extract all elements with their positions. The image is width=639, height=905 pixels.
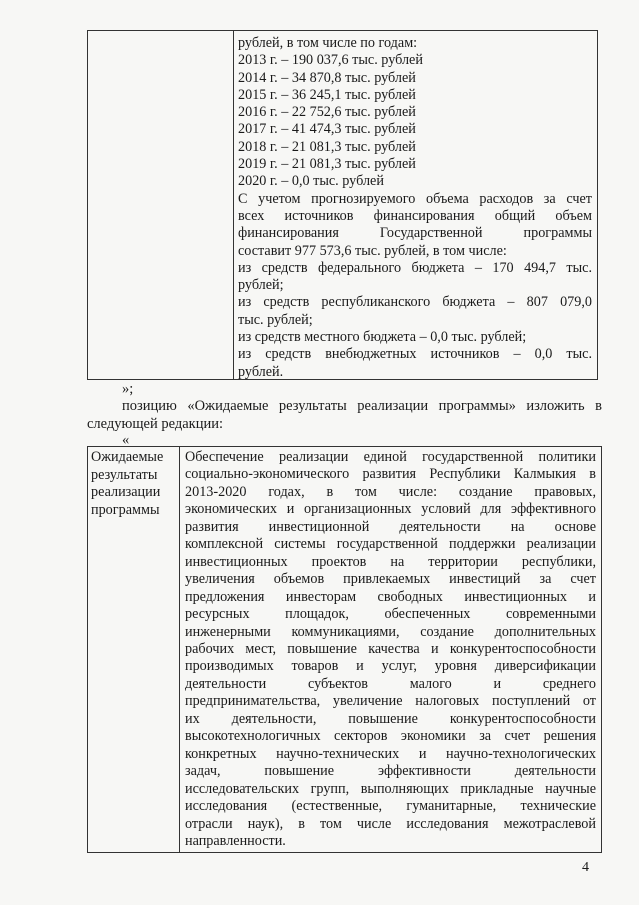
results-text-line: Обеспечение реализации единой государственной политики: [185, 449, 596, 465]
funding-year-2017: 2017 г. – 41 474,3 тыс. рублей: [238, 121, 416, 138]
funding-year-2019: 2019 г. – 21 081,3 тыс. рублей: [238, 156, 416, 173]
results-label-line: результаты: [91, 466, 158, 483]
funding-extra-line: рублей.: [238, 363, 284, 380]
results-text-line: инвестиционных проектов на территории республики,: [185, 553, 596, 570]
funding-republic-line: из средств республиканского бюджета – 807 079,0: [238, 294, 592, 311]
results-text-line: ресурсных площадок, обеспеченных современными: [185, 606, 596, 623]
results-text-line: отрасли наук), в том числе исследования межотраслевой: [185, 815, 596, 832]
funding-local-line: из средств местного бюджета – 0,0 тыс. рублей;: [238, 329, 527, 346]
results-text-line: увеличения объемов привлекаемых инвестиций за счет: [185, 571, 596, 588]
amendment-paragraph-line: позицию «Ожидаемые результаты реализации программы» изложить в: [122, 398, 602, 414]
results-label-line: Ожидаемые: [91, 449, 164, 465]
funding-table: [87, 30, 598, 380]
results-text-line: экономических и организационных условий для эффективного: [185, 501, 596, 518]
funding-table-left-cell: [88, 31, 234, 379]
results-text-line: рабочих мест, повышение качества и конкурентоспособности: [185, 640, 596, 657]
funding-total-line: всех источников финансирования общий объем: [238, 207, 592, 224]
results-text-line: производимых товаров и услуг, уровня диверсификации: [185, 658, 596, 675]
amendment-paragraph-line: следующей редакции:: [87, 416, 224, 432]
funding-intro: рублей, в том числе по годам:: [238, 35, 418, 51]
results-text-line: комплексной системы государственной поддержки реализации: [185, 536, 596, 553]
results-text-line: социально-экономического развития Республики Калмыкия в: [185, 466, 596, 483]
results-text-line: их деятельности, повышение конкурентоспособности: [185, 710, 596, 727]
funding-total-line: С учетом прогнозируемого объема расходов за счет: [238, 190, 592, 207]
funding-year-2014: 2014 г. – 34 870,8 тыс. рублей: [238, 69, 416, 86]
page-number: 4: [582, 860, 589, 875]
funding-federal-line: из средств федерального бюджета – 170 494,7 тыс.: [238, 259, 592, 276]
results-text-line: развития инвестиционной деятельности на основе: [185, 518, 596, 535]
results-label-line: программы: [91, 501, 160, 518]
funding-year-2015: 2015 г. – 36 245,1 тыс. рублей: [238, 86, 416, 103]
funding-year-2020: 2020 г. – 0,0 тыс. рублей: [238, 173, 384, 190]
results-table-label-cell: [88, 447, 180, 852]
funding-federal-line: рублей;: [238, 277, 284, 294]
funding-total-line: финансирования Государственной программы: [238, 225, 592, 242]
results-text-line: исследования (естественные, гуманитарные, технические: [185, 798, 596, 815]
closing-quote: »;: [122, 381, 134, 397]
funding-total-line: составит 977 573,6 тыс. рублей, в том числе:: [238, 242, 507, 259]
results-table-text-cell: [185, 449, 596, 850]
funding-year-2018: 2018 г. – 21 081,3 тыс. рублей: [238, 138, 416, 155]
results-text-line: исследовательских групп, выполняющих прикладные научные: [185, 780, 596, 797]
opening-quote: «: [122, 432, 130, 448]
funding-year-2016: 2016 г. – 22 752,6 тыс. рублей: [238, 104, 416, 121]
funding-republic-line: тыс. рублей;: [238, 311, 313, 328]
results-text-line: высокотехнологичных секторов экономики за счет решения: [185, 728, 596, 745]
results-text-line: предпринимательства, увеличение налоговых поступлений от: [185, 693, 596, 710]
results-text-line: задач, повышение эффективности деятельности: [185, 763, 596, 780]
results-text-line: конкретных научно-технических и научно-технологических: [185, 745, 596, 762]
results-text-line: предложения инвесторам свободных инвестиционных и: [185, 588, 596, 605]
results-text-line: 2013-2020 годах, в том числе: создание правовых,: [185, 483, 596, 500]
results-label-line: реализации: [91, 484, 161, 501]
results-text-line: направленности.: [185, 832, 286, 849]
results-text-line: инженерными коммуникациями, создание дополнительных: [185, 623, 596, 640]
funding-table-right-cell: [238, 35, 592, 381]
results-text-line: деятельности субъектов малого и среднего: [185, 675, 596, 692]
funding-extra-line: из средств внебюджетных источников – 0,0 тыс.: [238, 346, 592, 363]
funding-year-2013: 2013 г. – 190 037,6 тыс. рублей: [238, 52, 423, 69]
results-table: [87, 446, 602, 853]
